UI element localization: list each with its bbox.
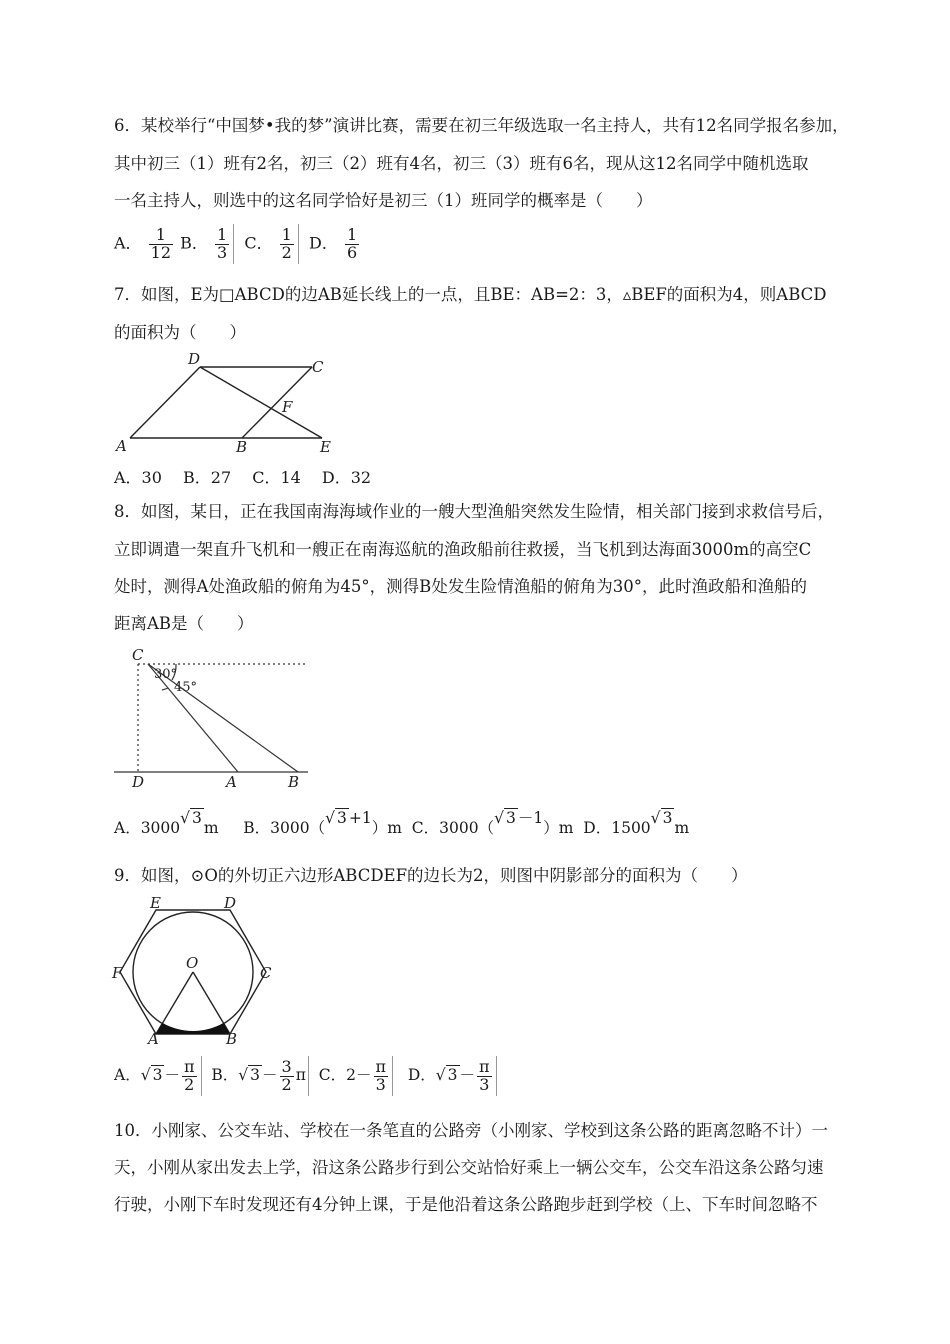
- point-label-c: C: [312, 358, 324, 376]
- q9-option-c-label: C．2: [318, 1066, 356, 1084]
- q6-option-c-label: C．: [244, 233, 273, 253]
- minus-sign: －: [262, 1066, 278, 1084]
- q8-angle-of-depression-figure: [112, 646, 312, 791]
- fraction-denominator: 2: [184, 1074, 195, 1094]
- radicand: 3: [192, 809, 202, 827]
- q7-line-2: 的面积为（ ）: [114, 323, 246, 342]
- divider: [392, 1056, 393, 1096]
- q8-option-b-label: B．3000（: [243, 819, 326, 837]
- q10-line-3: 行驶，小刚下车时发现还有4分钟上课，于是他沿着这条公路跑步赶到学校（上、下车时间忽略不: [114, 1195, 818, 1214]
- q8-line-1: 8．如图，某日，正在我国南海海域作业的一艘大型渔船突然发生险情，相关部门接到求救信号后，: [114, 502, 834, 521]
- divider: [496, 1056, 497, 1096]
- q8-line-3: 处时，测得A处渔政船的俯角为45°，测得B处发生险情渔船的俯角为30°，此时渔政船和渔船的: [114, 577, 808, 596]
- q7-options: A．30 B．27 C．14 D．32: [114, 468, 372, 487]
- fraction-numerator: π: [479, 1056, 490, 1076]
- unit: m: [674, 819, 690, 837]
- minus-sign: －: [164, 1066, 180, 1084]
- q8-option-d-label: D．1500: [583, 819, 651, 837]
- point-label-e: E: [150, 894, 161, 912]
- q9-option-b-label: B．: [211, 1066, 239, 1084]
- point-label-o: O: [186, 954, 199, 972]
- point-label-e: E: [320, 438, 331, 456]
- fraction-numerator: 1: [346, 224, 358, 244]
- divider: [201, 1056, 202, 1096]
- segment-de: [200, 367, 322, 438]
- minus-sign: －: [459, 1066, 476, 1084]
- segment-ad: [130, 367, 200, 438]
- unit: ）m: [371, 819, 402, 837]
- radicand: 3: [505, 809, 516, 827]
- divider: [233, 224, 234, 264]
- q6-line-1: 6．某校举行“中国梦•我的梦”演讲比赛，需要在初三年级选取一名主持人，共有12名同学报名参加，: [114, 116, 849, 135]
- fraction-denominator: 3: [479, 1074, 490, 1094]
- q6-line-3: 一名主持人，则选中的这名同学恰好是初三（1）班同学的概率是（ ）: [114, 191, 653, 210]
- q7-parallelogram-figure: [112, 352, 342, 457]
- point-label-b: B: [288, 773, 300, 791]
- radical-tail: －1: [517, 809, 544, 827]
- q6-option-b-fraction: [215, 224, 229, 262]
- point-label-b: B: [226, 1030, 238, 1048]
- shaded-region: [156, 1023, 230, 1034]
- q8-option-c-label: C．3000（: [411, 819, 495, 837]
- fraction-numerator: 1: [149, 227, 173, 245]
- q9-option-d-fraction: [477, 1056, 492, 1094]
- q7-line-1: 7．如图，E为□ABCD的边AB延长线上的一点，且BE：AB=2：3，▵BEF的面积为4，则ABCD: [114, 285, 827, 304]
- point-label-a: A: [116, 437, 127, 455]
- fraction-denominator: 2: [281, 1074, 292, 1094]
- q9-option-d-label: D．: [407, 1066, 436, 1084]
- radicand: 3: [662, 809, 673, 827]
- radicand: 3: [447, 1066, 458, 1084]
- point-label-f: F: [112, 964, 123, 982]
- divider: [298, 224, 299, 264]
- q8-options: A．3000√ 3m B．3000（√ 3 +1）m C．3000（√ 3 －1）m D．1500√ 3m: [114, 809, 690, 837]
- fraction-numerator: π: [375, 1056, 387, 1076]
- radicand: 3: [250, 1066, 261, 1084]
- point-label-c: C: [260, 964, 272, 982]
- fraction-numerator: π: [183, 1056, 195, 1076]
- q9-hexagon-figure: [110, 894, 275, 1049]
- radicand: 3: [336, 809, 347, 827]
- point-label-d: D: [132, 773, 145, 791]
- q6-line-2: 其中初三（1）班有2名，初三（2）班有4名，初三（3）班有6名，现从这12名同学中随机选取: [114, 154, 809, 173]
- point-label-b: B: [236, 438, 248, 456]
- fraction-numerator: 1: [281, 224, 292, 244]
- q9-option-c-fraction: [374, 1056, 389, 1094]
- angle-45-label: 45°: [174, 680, 198, 695]
- q6-option-c-fraction: [280, 224, 294, 262]
- fraction-numerator: 3: [281, 1056, 292, 1076]
- radicand: 3: [152, 1066, 163, 1084]
- point-label-a: A: [226, 773, 237, 791]
- angle-45-arc: [162, 688, 168, 690]
- q10-line-1: 10．小刚家、公交车站、学校在一条笔直的公路旁（小刚家、学校到这条公路的距离忽略不计）一: [114, 1121, 828, 1140]
- q9-line-1: 9．如图，⊙O的外切正六边形ABCDEF的边长为2，则图中阴影部分的面积为（ ）: [114, 866, 748, 885]
- point-label-a: A: [148, 1030, 159, 1048]
- unit: ）m: [543, 819, 574, 837]
- q10-line-2: 天，小刚从家出发去上学，沿这条公路步行到公交站恰好乘上一辆公交车，公交车沿这条公路匀速: [114, 1158, 824, 1177]
- q6-option-b-label: B．: [180, 233, 208, 253]
- segment-bc: [242, 367, 312, 438]
- minus-sign: －: [356, 1066, 372, 1084]
- q6-option-d-fraction: [345, 224, 359, 262]
- q6-option-a-label: A．: [114, 233, 142, 253]
- fraction-denominator: 12: [150, 242, 172, 262]
- unit: m: [203, 819, 219, 837]
- pi-symbol: π: [295, 1066, 306, 1084]
- q6-option-d-label: D．: [309, 233, 338, 253]
- q9-option-a-fraction: [182, 1056, 197, 1094]
- q8-option-a-label: A．3000: [114, 819, 181, 837]
- fraction-denominator: 3: [216, 242, 228, 262]
- divider: [308, 1056, 309, 1096]
- q9-option-b-fraction: [280, 1056, 294, 1094]
- q6-option-a-fraction: [149, 224, 173, 262]
- fraction-denominator: 2: [281, 242, 292, 262]
- point-label-c: C: [132, 646, 144, 664]
- fraction-numerator: 1: [216, 224, 228, 244]
- q9-options: A．√ 3 － $\frac{\pi}{2}$ B．√ 3 － $\frac{3}{2}$ π C．2－ $\frac{\pi}{3}$ D．√ 3 － $\frac{\pi}{3}$: [114, 1056, 497, 1096]
- q6-options: [114, 224, 361, 264]
- q8-line-2: 立即调遣一架直升飞机和一艘正在南海巡航的渔政船前往救援，当飞机到达海面3000m的高空C: [114, 540, 812, 559]
- fraction-denominator: 6: [346, 242, 358, 262]
- point-label-f: F: [282, 398, 293, 416]
- radical-tail: +1: [348, 809, 372, 827]
- angle-30-label: 30°: [154, 667, 178, 682]
- q9-option-a-label: A．: [114, 1066, 141, 1084]
- point-label-d: D: [224, 894, 237, 912]
- q8-line-4: 距离AB是（ ）: [114, 614, 254, 633]
- point-label-d: D: [188, 352, 201, 368]
- fraction-denominator: 3: [375, 1074, 386, 1094]
